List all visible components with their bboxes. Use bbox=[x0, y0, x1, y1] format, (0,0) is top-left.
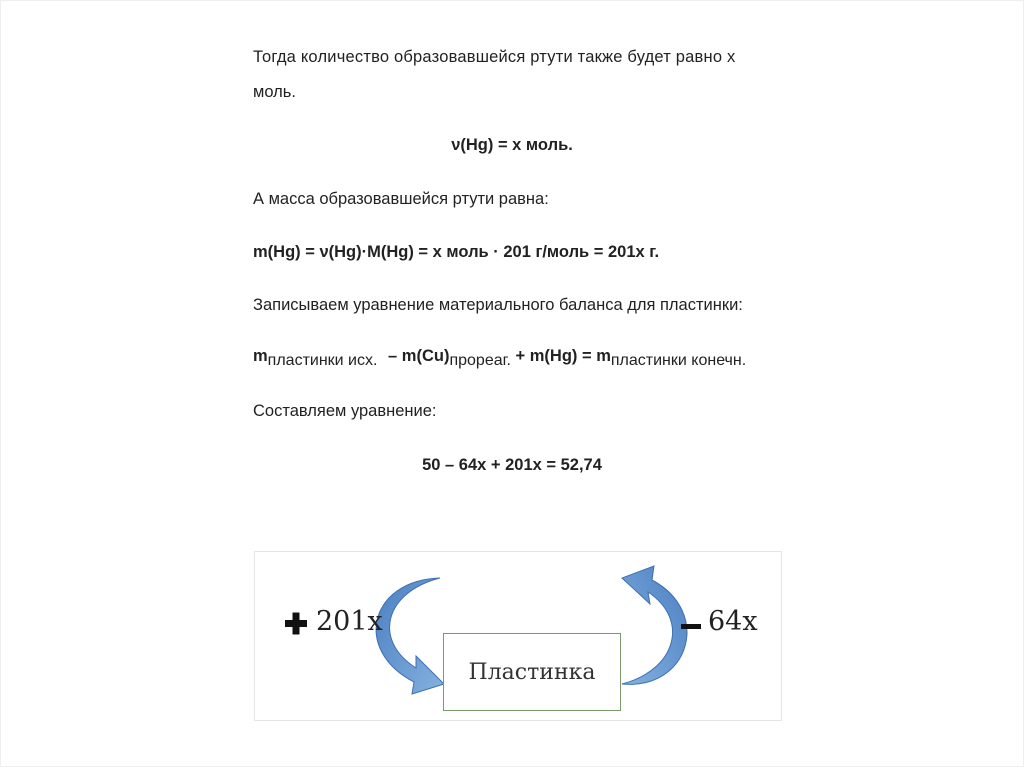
equation-amount: ν(Hg) = х моль. bbox=[451, 136, 573, 154]
text-line-2: моль. bbox=[253, 83, 296, 101]
minus-amount-label: 64x bbox=[708, 606, 758, 637]
text-line-balance: Записываем уравнение материального баланса для пластинки: bbox=[253, 296, 743, 314]
balance-plus: + m(Hg) = m bbox=[515, 347, 611, 365]
text-line-1: Тогда количество образовавшейся ртути также будет равно х bbox=[253, 48, 736, 66]
balance-m1: m bbox=[253, 347, 268, 365]
equation-mass: m(Hg) = ν(Hg)·M(Hg) = х моль · 201 г/моль = 201х г. bbox=[253, 243, 660, 261]
balance-sub-initial: пластинки исх. bbox=[267, 352, 378, 369]
plus-amount-label: 201x bbox=[316, 606, 383, 637]
plate-box-label: Пластинка bbox=[468, 659, 596, 685]
balance-sub-reacted: прореаг. bbox=[449, 352, 511, 369]
balance-sub-final: пластинки конечн. bbox=[610, 352, 747, 369]
left-curved-arrow-icon bbox=[376, 578, 444, 694]
right-curved-arrow-icon bbox=[622, 566, 687, 684]
minus-sign-icon bbox=[681, 624, 701, 629]
plate-box bbox=[443, 633, 621, 711]
balance-minus: – m(Cu) bbox=[388, 347, 450, 365]
text-line-mass: А масса образовавшейся ртути равна: bbox=[253, 190, 549, 208]
plus-sign-icon bbox=[285, 613, 307, 635]
equation-final: 50 – 64х + 201х = 52,74 bbox=[422, 456, 602, 474]
text-line-compose: Составляем уравнение: bbox=[253, 402, 437, 420]
